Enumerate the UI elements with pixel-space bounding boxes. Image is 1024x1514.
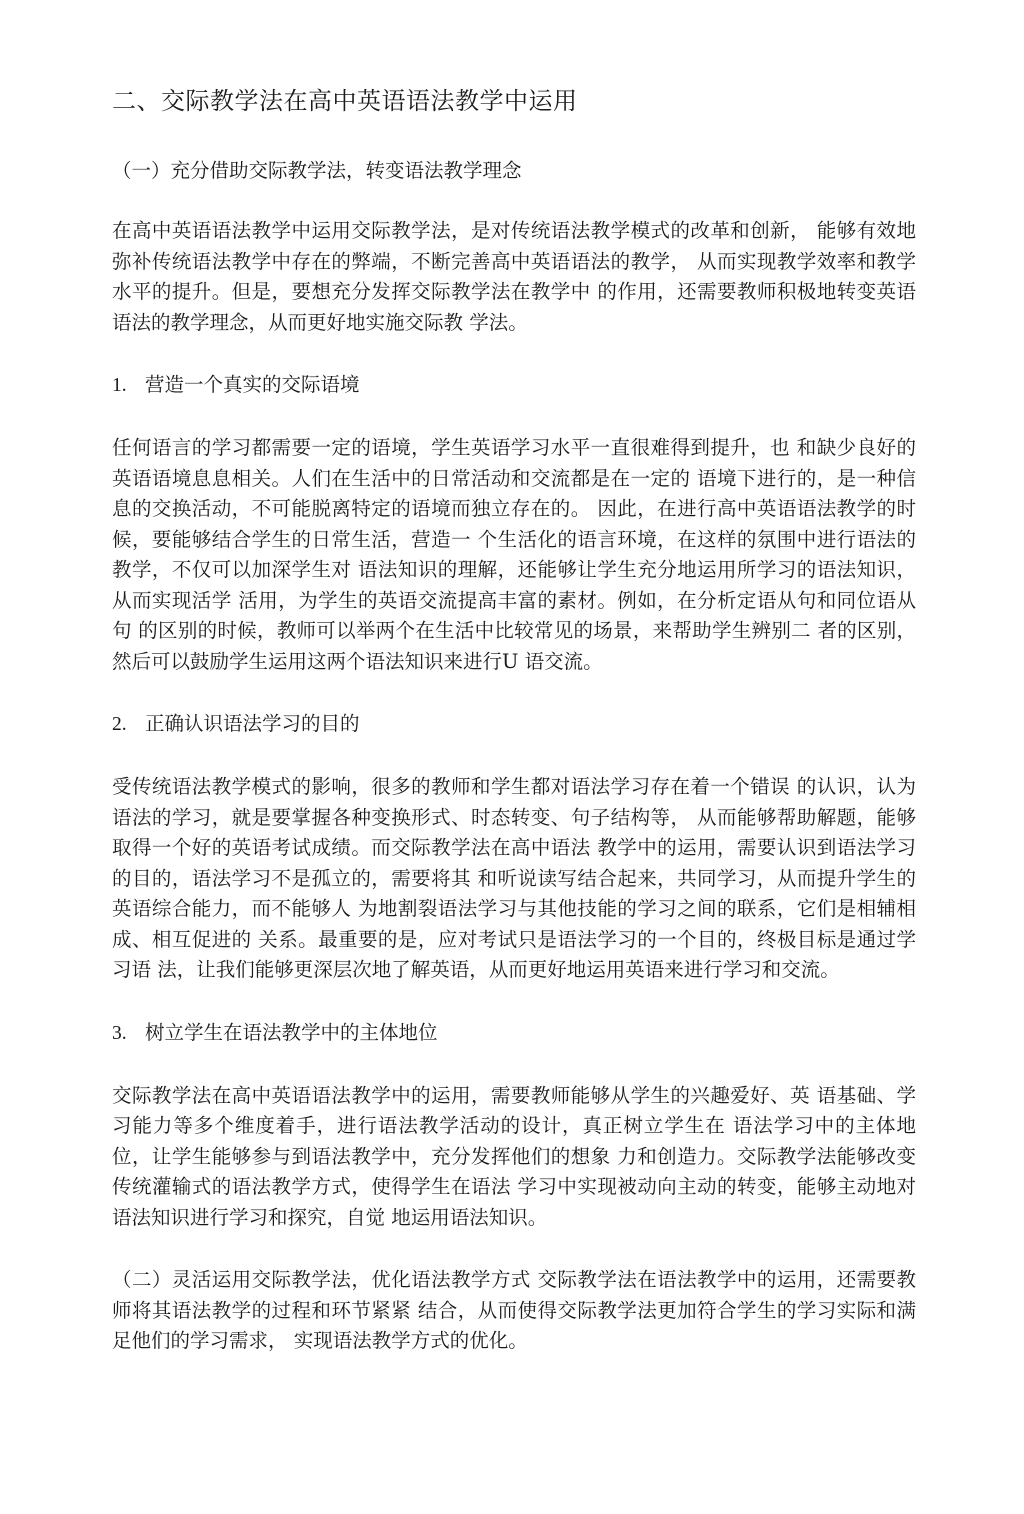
item-2-number: 2. xyxy=(112,714,127,735)
item-3-body: 交际教学法在高中英语语法教学中的运用，需要教师能够从学生的兴趣爱好、英 语基础、学习能力等多个维度着手，进行语法教学活动的设计，真正树立学生在 语法学习中的主体地位，让学生能够参与到语法教学中，充分发挥他们的想象 力和创造力。交际教学法能够改变传统灌输式的语法教学方式，使得学生在语法 学习中实现被动向主动的转变，能够主动地对语法知识进行学习和探究，自觉 地运用语法知识。 xyxy=(112,1083,916,1229)
document-page xyxy=(112,84,916,1389)
item-3-number: 3. xyxy=(112,1022,127,1044)
item-2-body: 受传统语法教学模式的影响，很多的教师和学生都对语法学习存在着一个错误 的认识，认为语法的学习，就是要掌握各种变换形式、时态转变、句子结构等， 从而能够帮助解题，能够取得一个好的英语考试成绩。而交际教学法在高中语法 教学中的运用，需要认识到语法学习的目的，语法学习不是孤立的，需要将其 和听说读写结合起来，共同学习，从而提升学生的英语综合能力，而不能够人 为地割裂语法学习与其他技能的学习之间的联系，它们是相辅相成、相互促进的 关系。最重要的是，应对考试只是语法学习的一个目的，终极目标是通过学习语 法，让我们能够更深层次地了解英语，从而更好地运用英语来进行学习和交流。 xyxy=(112,775,916,981)
item-1-heading xyxy=(112,370,916,401)
document-title: 二、交际教学法在高中英语语法教学中运用 xyxy=(112,87,578,115)
item-1-number: 1. xyxy=(112,375,127,396)
section-2-paragraph: （二）灵活运用交际教学法，优化语法教学方式 交际教学法在语法教学中的运用，还需要教师将其语法教学的过程和环节紧紧 结合，从而使得交际教学法更加符合学生的学习实际和满足他们的学习需求， 实现语法教学方式的优化。 xyxy=(112,1268,916,1352)
item-3-heading xyxy=(112,1018,916,1049)
item-1-body: 任何语言的学习都需要一定的语境，学生英语学习水平一直很难得到提升，也 和缺少良好的英语语境息息相关。人们在生活中的日常活动和交流都是在一定的 语境下进行的，是一种信息的交换活动，不可能脱离特定的语境而独立存在的。 因此，在进行高中英语语法教学的时候，要能够结合学生的日常生活，营造一 个生活化的语言环境，在这样的氛围中进行语法的教学，不仅可以加深学生对 语法知识的理解，还能够让学生充分地运用所学习的语法知识，从而实现活学 活用，为学生的英语交流提高丰富的素材。例如，在分析定语从句和同位语从句 的区别的时候，教师可以举两个在生活中比较常见的场景，来帮助学生辨别二 者的区别，然后可以鼓励学生运用这两个语法知识来进行U 语交流。 xyxy=(112,436,916,673)
section-1-intro: 在高中英语语法教学中运用交际教学法，是对传统语法教学模式的改革和创新， 能够有效地弥补传统语法教学中存在的弊端，不断完善高中英语语法的教学， 从而实现教学效率和教学水平的提升。但是，要想充分发挥交际教学法在教学中 的作用，还需要教师积极地转变英语语法的教学理念，从而更好地实施交际教 学法。 xyxy=(112,219,916,334)
item-2-title: 正确认识语法学习的目的 xyxy=(145,712,360,735)
item-1-title: 营造一个真实的交际语境 xyxy=(145,373,360,396)
item-2-heading xyxy=(112,709,916,740)
section-1-heading: （一）充分借助交际教学法，转变语法教学理念 xyxy=(112,159,522,182)
item-3-title: 树立学生在语法教学中的主体地位 xyxy=(145,1020,438,1044)
